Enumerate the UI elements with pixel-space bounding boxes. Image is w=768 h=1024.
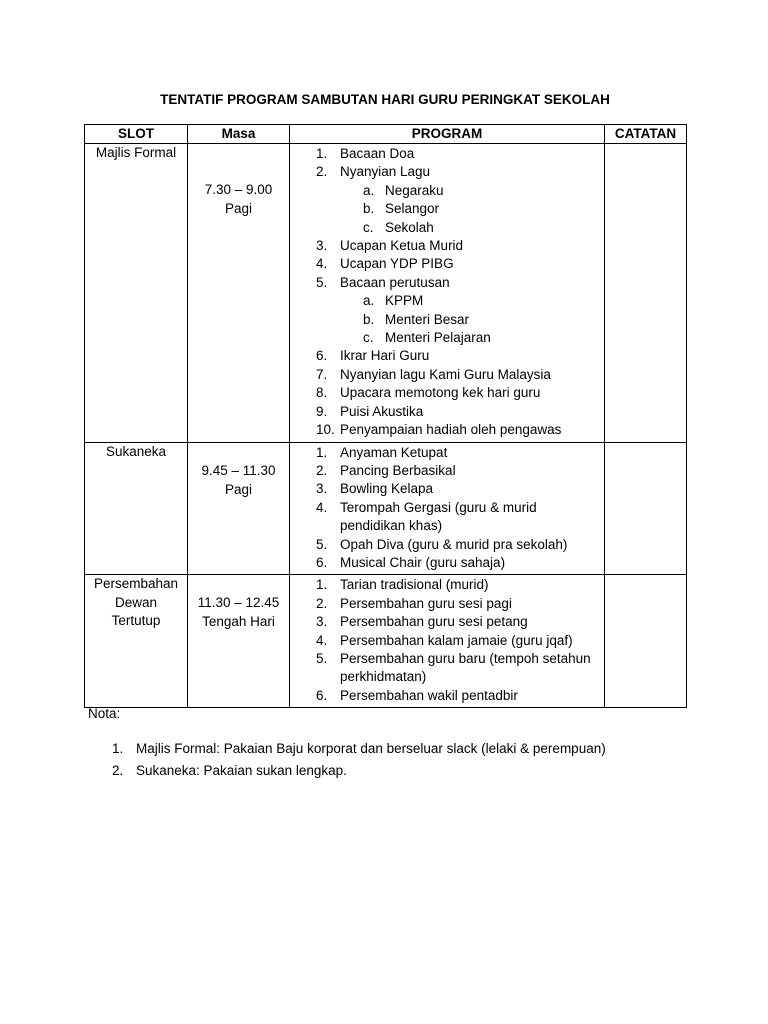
- program-item: [290, 480, 604, 498]
- program-item-text: Persembahan guru sesi pagi: [340, 595, 512, 611]
- program-item: [290, 576, 604, 594]
- program-item: [290, 554, 604, 572]
- program-item: [290, 292, 604, 310]
- program-item: [290, 329, 604, 347]
- program-item-number: b.: [363, 311, 375, 327]
- slot-cell: [85, 144, 188, 443]
- masa-text: 9.45 – 11.30: [201, 462, 276, 478]
- program-item: [290, 517, 604, 535]
- program-item-number: 1.: [316, 577, 328, 593]
- program-item: [290, 347, 604, 365]
- program-item: [290, 687, 604, 705]
- program-item-text: Selangor: [385, 201, 440, 217]
- note-item: [112, 760, 606, 782]
- program-cell: [290, 442, 605, 575]
- program-item-text: Negaraku: [385, 182, 444, 198]
- program-item: [290, 403, 604, 421]
- program-item-number: 1.: [316, 444, 328, 460]
- program-item: [290, 668, 604, 686]
- program-item-text: pendidikan khas): [340, 518, 443, 534]
- program-item: [290, 200, 604, 218]
- program-list: [290, 443, 604, 575]
- program-item-text: Sekolah: [385, 219, 434, 235]
- program-item-text: Persembahan wakil pentadbir: [340, 687, 518, 703]
- program-item-text: Menteri Besar: [385, 311, 470, 327]
- table-row: [85, 442, 687, 575]
- table-row: [85, 144, 687, 443]
- program-item-text: Musical Chair (guru sahaja): [340, 554, 506, 570]
- program-item-text: Bacaan perutusan: [340, 274, 450, 290]
- document-title: TENTATIF PROGRAM SAMBUTAN HARI GURU PERINGKAT SEKOLAH: [160, 92, 610, 107]
- program-item: [290, 632, 604, 650]
- note-text: Sukaneka: Pakaian sukan lengkap.: [136, 763, 347, 778]
- program-item-number: 2.: [316, 595, 328, 611]
- nota-label: Nota:: [88, 706, 121, 721]
- masa-cell: [188, 144, 290, 443]
- program-item-number: c.: [363, 330, 374, 346]
- program-item-number: a.: [363, 293, 375, 309]
- masa-cell: [188, 575, 290, 708]
- program-item-text: Persembahan guru baru (tempoh setahun: [340, 650, 591, 666]
- slot-cell: [85, 575, 188, 708]
- program-item-text: perkhidmatan): [340, 669, 427, 685]
- program-item-number: 3.: [316, 481, 328, 497]
- program-item-text: Persembahan kalam jamaie (guru jqaf): [340, 632, 573, 648]
- program-item: [290, 255, 604, 273]
- masa-text: Pagi: [224, 481, 253, 497]
- program-item: [290, 237, 604, 255]
- slot-text: Sukaneka: [105, 443, 167, 459]
- program-item-text: Nyanyian lagu Kami Guru Malaysia: [340, 366, 551, 382]
- program-item-number: 3.: [316, 614, 328, 630]
- program-item-text: Pancing Berbasikal: [340, 462, 456, 478]
- program-list: [290, 575, 604, 707]
- program-item-number: 6.: [316, 348, 328, 364]
- program-item: [290, 145, 604, 163]
- program-item: [290, 536, 604, 554]
- program-item: [290, 421, 604, 439]
- program-item: [290, 595, 604, 613]
- program-item: [290, 274, 604, 292]
- program-item-number: 9.: [316, 403, 328, 419]
- program-item: [290, 650, 604, 668]
- program-item-text: Tarian tradisional (murid): [340, 577, 489, 593]
- program-item-number: 4.: [316, 632, 328, 648]
- program-item-number: a.: [363, 182, 375, 198]
- program-item-number: 4.: [316, 499, 328, 515]
- masa-cell: [188, 442, 290, 575]
- program-item-number: 2.: [316, 462, 328, 478]
- notes-list: [112, 738, 606, 782]
- catatan-cell: [605, 144, 687, 443]
- program-item-number: 8.: [316, 385, 328, 401]
- program-item: [290, 444, 604, 462]
- schedule-table: [84, 124, 687, 708]
- program-item: [290, 219, 604, 237]
- program-item-text: Menteri Pelajaran: [385, 330, 491, 346]
- program-item-text: KPPM: [385, 293, 424, 309]
- program-item: [290, 366, 604, 384]
- header-program: PROGRAM: [290, 125, 605, 144]
- program-item: [290, 613, 604, 631]
- slot-text: Majlis Formal: [95, 145, 177, 160]
- note-text: Majlis Formal: Pakaian Baju korporat dan berseluar slack (lelaki & perempuan): [136, 741, 606, 756]
- program-item-text: Bowling Kelapa: [340, 481, 434, 497]
- program-item-number: 3.: [316, 238, 328, 254]
- program-item-number: 6.: [316, 554, 328, 570]
- program-item: [290, 499, 604, 517]
- program-item-number: 1.: [316, 146, 328, 161]
- program-cell: [290, 144, 605, 443]
- program-item-text: Persembahan guru sesi petang: [340, 614, 528, 630]
- masa-text: 7.30 – 9.00: [204, 182, 273, 197]
- program-item-number: 6.: [316, 687, 328, 703]
- program-item-number: 5.: [316, 650, 328, 666]
- program-item-text: Penyampaian hadiah oleh pengawas: [340, 422, 562, 438]
- program-item-number: c.: [363, 219, 374, 235]
- program-item-text: Opah Diva (guru & murid pra sekolah): [340, 536, 568, 552]
- slot-text: Dewan: [114, 594, 158, 610]
- masa-text: 11.30 – 12.45: [197, 595, 280, 611]
- program-item: [290, 182, 604, 200]
- masa-text: Pagi: [224, 201, 253, 216]
- header-catatan: CATATAN: [605, 125, 687, 144]
- program-item: [290, 462, 604, 480]
- program-item-number: 7.: [316, 366, 328, 382]
- catatan-cell: [605, 442, 687, 575]
- program-item-number: b.: [363, 201, 375, 217]
- slot-text: Tertutup: [111, 613, 161, 629]
- program-item: [290, 311, 604, 329]
- note-number: 1.: [112, 741, 124, 756]
- program-item-text: Bacaan Doa: [340, 146, 415, 161]
- masa-text: Tengah Hari: [202, 614, 275, 630]
- header-masa: Masa: [188, 125, 290, 144]
- program-item-text: Ucapan Ketua Murid: [340, 238, 464, 254]
- program-item-text: Ikrar Hari Guru: [340, 348, 430, 364]
- program-item-text: Terompah Gergasi (guru & murid: [340, 499, 537, 515]
- table-header-row: [85, 125, 687, 144]
- program-item: [290, 163, 604, 181]
- program-item-text: Puisi Akustika: [340, 403, 424, 419]
- program-item-number: 2.: [316, 164, 328, 180]
- slot-cell: [85, 442, 188, 575]
- catatan-cell: [605, 575, 687, 708]
- note-number: 2.: [112, 763, 124, 778]
- program-list: [290, 144, 604, 442]
- note-item: [112, 738, 606, 760]
- program-item: [290, 384, 604, 402]
- program-item-number: 5.: [316, 536, 328, 552]
- table-row: [85, 575, 687, 708]
- program-cell: [290, 575, 605, 708]
- program-item-text: Nyanyian Lagu: [340, 164, 431, 180]
- slot-text: Persembahan: [93, 576, 179, 592]
- program-item-text: Upacara memotong kek hari guru: [340, 385, 541, 401]
- program-item-text: Anyaman Ketupat: [340, 444, 448, 460]
- program-item-number: 4.: [316, 256, 328, 272]
- header-slot: SLOT: [85, 125, 188, 144]
- program-item-text: Ucapan YDP PIBG: [340, 256, 454, 272]
- program-item-number: 10.: [316, 422, 335, 438]
- program-item-number: 5.: [316, 274, 328, 290]
